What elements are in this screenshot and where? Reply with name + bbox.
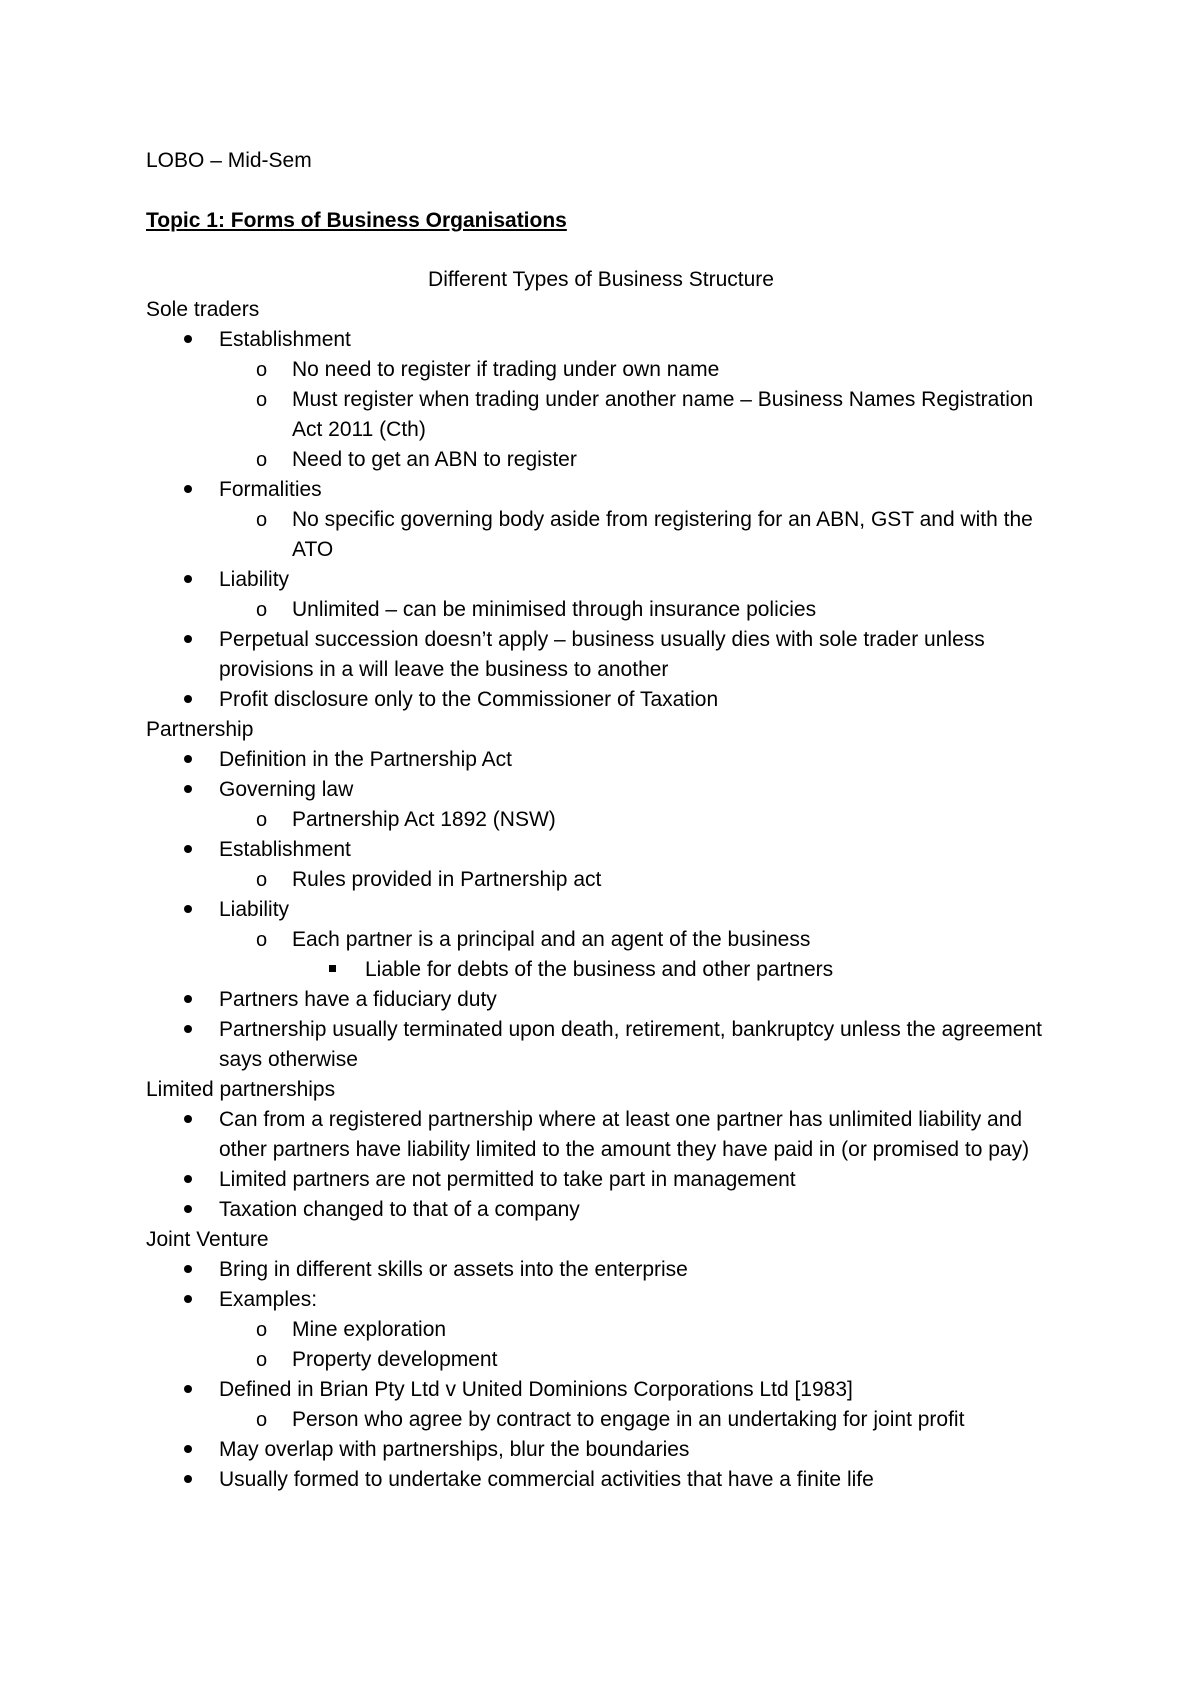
list-item [146, 985, 1056, 1015]
bullet-icon [184, 1165, 192, 1195]
list-item [146, 1165, 1056, 1195]
list-item [146, 1375, 1056, 1405]
list-item [146, 625, 1056, 685]
list-item-text: Person who agree by contract to engage in an undertaking for joint profit [292, 1408, 965, 1431]
list-item-text: Mine exploration [292, 1318, 447, 1341]
list-item-text: Need to get an ABN to register [292, 448, 577, 471]
section-heading-partnership: Partnership [146, 718, 254, 741]
section-heading-joint-venture: Joint Venture [146, 1228, 269, 1251]
list-item [146, 1435, 1056, 1465]
square-bullet-icon [329, 955, 336, 985]
list-item-text: Establishment [219, 328, 351, 351]
bullet-icon [184, 1105, 192, 1135]
list-item-text: Partners have a fiduciary duty [219, 988, 497, 1011]
list-item [146, 925, 1056, 955]
list-item-text: Liability [219, 568, 290, 591]
list-item [146, 1465, 1056, 1495]
list-item [146, 1315, 1056, 1345]
bullet-icon [184, 835, 192, 865]
list-item-text: Limited partners are not permitted to take part in management [219, 1168, 796, 1191]
circle-bullet-icon: o [256, 509, 268, 531]
circle-bullet-icon: o [256, 929, 268, 951]
circle-bullet-icon: o [256, 599, 268, 621]
list-item [146, 1285, 1056, 1315]
list-item [146, 325, 1056, 355]
joint-venture-list [146, 1255, 1056, 1495]
section-heading-sole-traders: Sole traders [146, 298, 260, 321]
list-item-text: Formalities [219, 478, 322, 501]
list-item [146, 595, 1056, 625]
list-item [146, 685, 1056, 715]
list-item [146, 865, 1056, 895]
bullet-icon [184, 475, 192, 505]
list-item [146, 955, 1056, 985]
list-item-text: Can from a registered partnership where at least one partner has unlimited liability and other partners have liability limited to the amount they have paid in (or promised to pay) [219, 1108, 1030, 1161]
list-item [146, 1345, 1056, 1375]
list-item-text: Establishment [219, 838, 351, 861]
list-item [146, 835, 1056, 865]
list-item [146, 895, 1056, 925]
circle-bullet-icon: o [256, 1349, 268, 1371]
bullet-icon [184, 745, 192, 775]
partnership-list [146, 745, 1056, 1075]
circle-bullet-icon: o [256, 809, 268, 831]
list-item-text: Unlimited – can be minimised through insurance policies [292, 598, 817, 621]
list-item-text: Must register when trading under another name – Business Names Registration Act 2011 (Cth) [292, 388, 1034, 441]
list-item [146, 475, 1056, 505]
bullet-icon [184, 1465, 192, 1495]
list-item [146, 1105, 1056, 1165]
list-item [146, 805, 1056, 835]
list-item [146, 745, 1056, 775]
bullet-icon [184, 1255, 192, 1285]
bullet-icon [184, 1435, 192, 1465]
list-item [146, 1255, 1056, 1285]
list-item [146, 775, 1056, 805]
list-item-text: Partnership usually terminated upon death, retirement, bankruptcy unless the agreement says otherwise [219, 1018, 1042, 1071]
list-item [146, 355, 1056, 385]
list-item-text: No specific governing body aside from registering for an ABN, GST and with the ATO [292, 508, 1033, 561]
list-item-text: Property development [292, 1348, 498, 1371]
circle-bullet-icon: o [256, 1409, 268, 1431]
sole-traders-list [146, 325, 1056, 715]
list-item-text: Profit disclosure only to the Commissioner of Taxation [219, 688, 719, 711]
bullet-icon [184, 1195, 192, 1225]
list-item [146, 505, 1056, 565]
list-item [146, 1405, 1056, 1435]
list-item [146, 1195, 1056, 1225]
list-item-text: Examples: [219, 1288, 318, 1311]
list-item [146, 1015, 1056, 1075]
circle-bullet-icon: o [256, 449, 268, 471]
list-item-text: Perpetual succession doesn’t apply – business usually dies with sole trader unless provisions in a will leave the business to another [219, 628, 985, 681]
circle-bullet-icon: o [256, 359, 268, 381]
section-subtitle: Different Types of Business Structure [428, 268, 774, 291]
bullet-icon [184, 895, 192, 925]
list-item-text: Bring in different skills or assets into the enterprise [219, 1258, 688, 1281]
circle-bullet-icon: o [256, 1319, 268, 1341]
bullet-icon [184, 625, 192, 655]
document-body [146, 146, 1056, 1495]
document-title: LOBO – Mid-Sem [146, 149, 312, 172]
circle-bullet-icon: o [256, 869, 268, 891]
list-item-text: Partnership Act 1892 (NSW) [292, 808, 556, 831]
list-item-text: No need to register if trading under own name [292, 358, 720, 381]
bullet-icon [184, 985, 192, 1015]
bullet-icon [184, 1015, 192, 1045]
bullet-icon [184, 325, 192, 355]
list-item-text: Usually formed to undertake commercial activities that have a finite life [219, 1468, 874, 1491]
topic-heading: Topic 1: Forms of Business Organisations [146, 209, 567, 232]
list-item-text: Rules provided in Partnership act [292, 868, 602, 891]
list-item-text: Liability [219, 898, 290, 921]
bullet-icon [184, 1375, 192, 1405]
list-item-text: Each partner is a principal and an agent of the business [292, 928, 811, 951]
list-item-text: May overlap with partnerships, blur the boundaries [219, 1438, 690, 1461]
bullet-icon [184, 685, 192, 715]
list-item [146, 565, 1056, 595]
bullet-icon [184, 565, 192, 595]
bullet-icon [184, 1285, 192, 1315]
list-item [146, 445, 1056, 475]
list-item-text: Defined in Brian Pty Ltd v United Dominions Corporations Ltd [1983] [219, 1378, 853, 1401]
circle-bullet-icon: o [256, 389, 268, 411]
list-item [146, 385, 1056, 445]
limited-partnerships-list [146, 1105, 1056, 1225]
bullet-icon [184, 775, 192, 805]
list-item-text: Definition in the Partnership Act [219, 748, 512, 771]
list-item-text: Liable for debts of the business and other partners [365, 958, 834, 981]
section-heading-limited-partnerships: Limited partnerships [146, 1078, 336, 1101]
list-item-text: Governing law [219, 778, 354, 801]
list-item-text: Taxation changed to that of a company [219, 1198, 580, 1221]
